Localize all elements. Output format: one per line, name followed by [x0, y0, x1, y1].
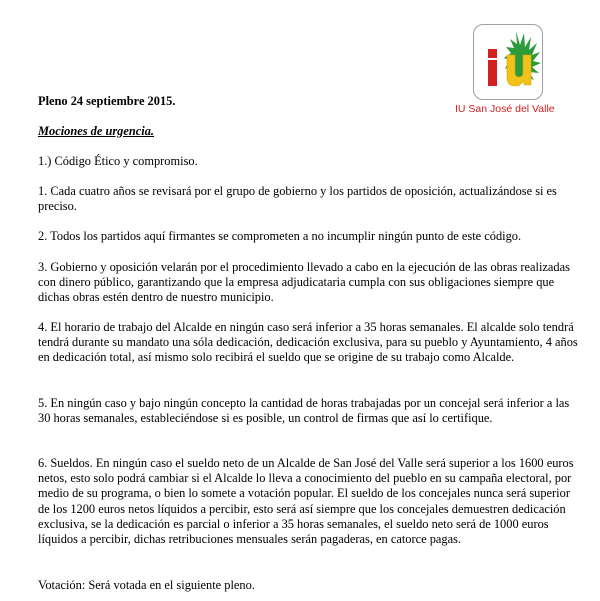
- paragraph: 2. Todos los partidos aquí firmantes se comprometen a no incumplir ningún punto de este código.: [38, 229, 522, 243]
- document-title: Pleno 24 septiembre 2015.: [38, 94, 176, 108]
- logo-caption: IU San José del Valle: [455, 103, 555, 115]
- paragraph: 6. Sueldos. En ningún caso el sueldo neto de un Alcalde de San José del Valle será superior a los 1600 euros netos, esto solo podrá cambiar si el Alcalde lo lleva a conocimiento del pueblo en su campaña electoral, por medio de su programa, o bien lo somete a votación popular. El sueldo de los concejales nunca será superior de los 1200 euros netos líquidos a percibir, esto será así siempre que los concejales demuestren dedicación exclusiva, se la dedicación es parcial o inferior a 35 horas semanales, el sueldo neto será de 1000 euros líquidos a percibir, dichas retribuciones mensuales serán pagaderas, en catorce pagas.: [38, 456, 574, 547]
- iu-logo: [455, 18, 585, 122]
- paragraph: 5. En ningún caso y bajo ningún concepto la cantidad de horas trabajadas por un concejal será inferior a las 30 horas semanales, estableciéndose si es posible, un control de firmas que así lo certifique.: [38, 396, 570, 426]
- paragraph: 3. Gobierno y oposición velarán por el procedimiento llevado a cabo en la ejecución de las obras realizadas con dinero público, garantizando que la empresa adjudicataria cumpla con sus obligaciones siempre que dichas obras estén dentro de nuestro municipio.: [38, 260, 570, 305]
- document-subtitle: Mociones de urgencia.: [38, 124, 154, 138]
- paragraph: 4. El horario de trabajo del Alcalde en ningún caso será inferior a 35 horas semanales. El alcalde solo tendrá tendrá durante su mandato una sóla dedicación, dedicación exclusiva, para su pueblo y Ayuntamiento, 4 años en dedicación total, así mismo solo recibirá el sueldo que se origine de su trabajo como Alcalde.: [38, 320, 578, 365]
- logo-frame: [473, 24, 543, 100]
- paragraph: Votación: Será votada en el siguiente pleno.: [38, 578, 255, 592]
- iu-emblem-icon: [474, 25, 542, 99]
- paragraph: 1. Cada cuatro años se revisará por el grupo de gobierno y los partidos de oposición, actualizándose si es preciso.: [38, 184, 557, 214]
- paragraph: 1.) Código Ético y compromiso.: [38, 154, 198, 168]
